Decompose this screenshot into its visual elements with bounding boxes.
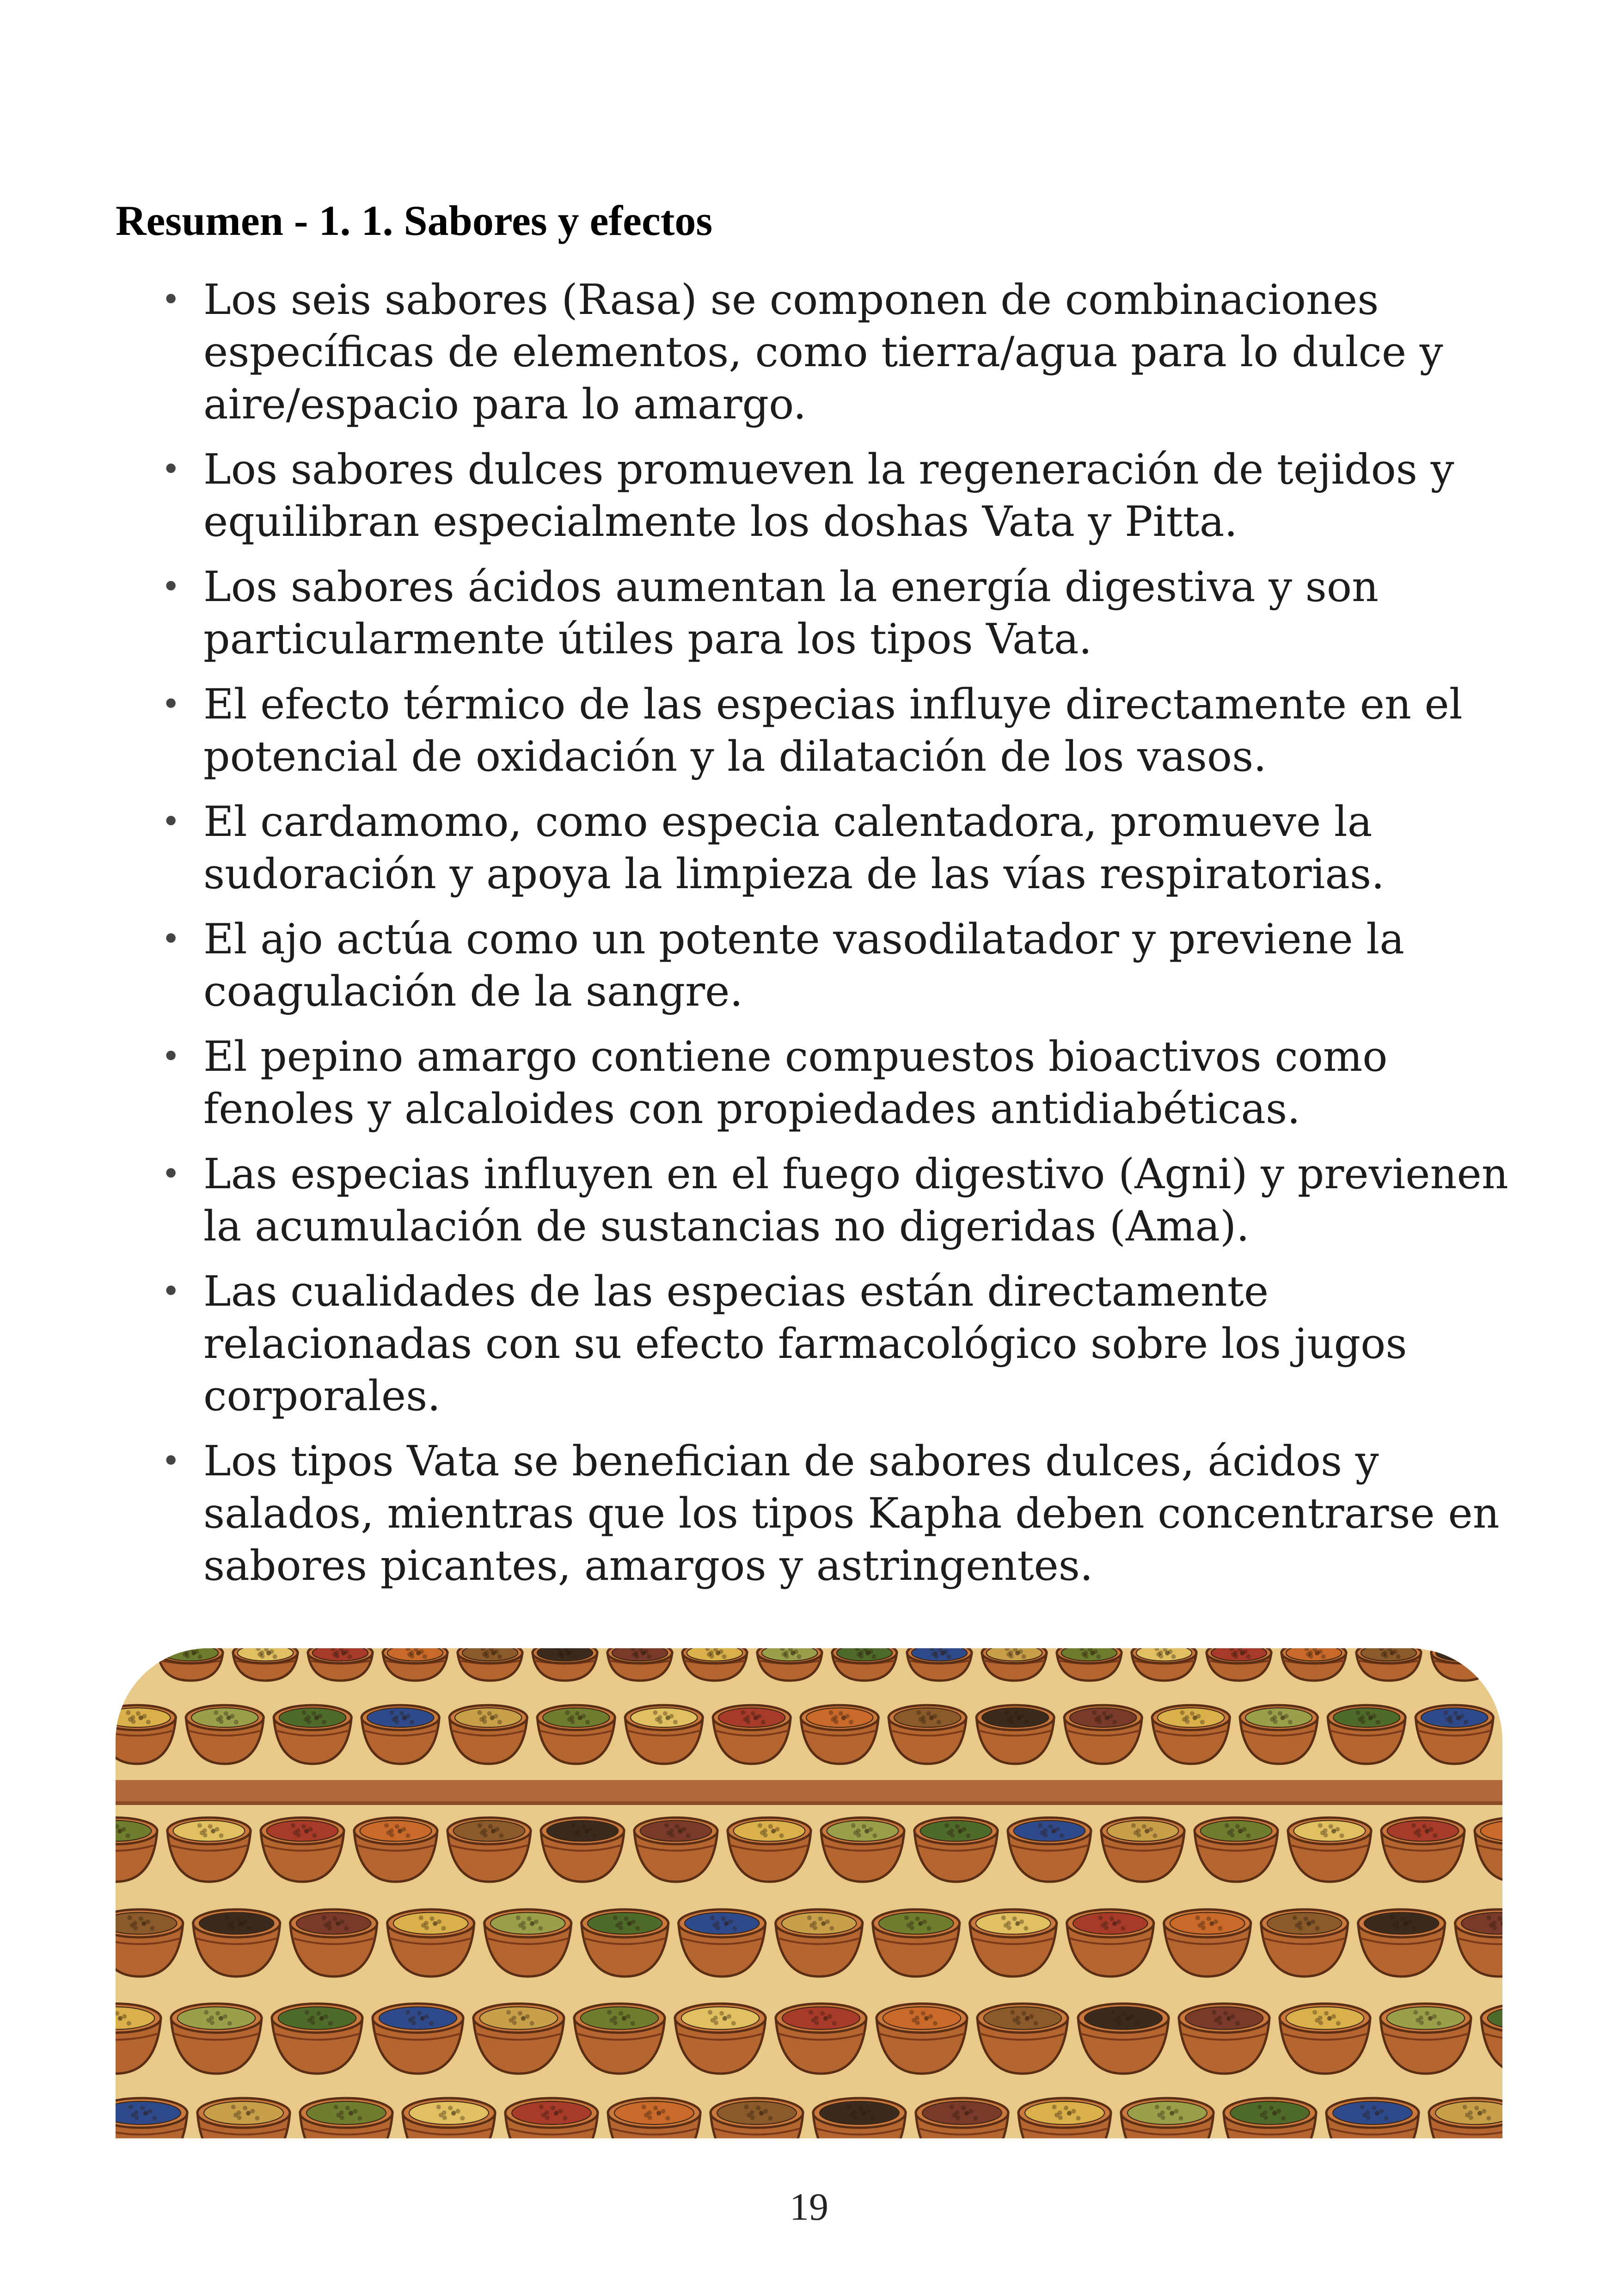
bullet-icon: •	[161, 450, 181, 488]
spice-bowl	[116, 2098, 187, 2138]
bullet-icon: •	[161, 685, 181, 723]
bullet-icon: •	[161, 803, 181, 841]
list-item-text: Las cualidades de las especias están directamente relacionadas con su efecto farmacológico sobre los jugos corporales.	[203, 1267, 1407, 1420]
list-item	[159, 274, 1514, 430]
list-item	[159, 561, 1514, 665]
spice-bowl	[711, 2098, 803, 2138]
bullet-icon: •	[161, 1155, 181, 1193]
spice-bowl	[1326, 2098, 1419, 2138]
spice-bowls-icon	[116, 1648, 1502, 2138]
spice-bowl	[608, 2098, 700, 2138]
list-item-text: Los sabores ácidos aumentan la energía digestiva y son particularmente útiles para los tipos Vata.	[203, 563, 1379, 663]
list-item-text: El pepino amargo contiene compuestos bioactivos como fenoles y alcaloides con propiedades antidiabéticas.	[203, 1032, 1388, 1133]
list-item	[159, 443, 1514, 548]
summary-list	[159, 274, 1514, 1605]
bullet-icon: •	[161, 281, 181, 319]
spice-bowl	[403, 2098, 495, 2138]
spice-bowl	[916, 2098, 1008, 2138]
spice-bowl	[197, 2098, 290, 2138]
list-item	[159, 1148, 1514, 1252]
list-item	[159, 1435, 1514, 1592]
shelf-edge	[116, 1801, 1502, 1805]
list-item	[159, 1031, 1514, 1135]
bullet-icon: •	[161, 568, 181, 606]
list-item-text: Las especias influyen en el fuego digestivo (Agni) y previenen la acumulación de sustancias no digeridas (Ama).	[203, 1150, 1508, 1251]
list-item-text: El ajo actúa como un potente vasodilatador y previene la coagulación de la sangre.	[203, 915, 1404, 1016]
spice-bowl	[505, 2098, 598, 2138]
spice-bowl	[813, 2098, 906, 2138]
spice-bowl	[1018, 2098, 1111, 2138]
bullet-icon: •	[161, 1272, 181, 1310]
list-item-text: El cardamomo, como especia calentadora, promueve la sudoración y apoya la limpieza de las vías respiratorias.	[203, 798, 1385, 898]
list-item-text: El efecto térmico de las especias influye directamente en el potencial de oxidación y la dilatación de los vasos.	[203, 680, 1463, 781]
spice-bowl	[1224, 2098, 1316, 2138]
spice-bowl	[300, 2098, 392, 2138]
list-item-text: Los sabores dulces promueven la regeneración de tejidos y equilibran especialmente los doshas Vata y Pitta.	[203, 445, 1454, 546]
spice-bowls-illustration	[116, 1648, 1502, 2138]
bullet-icon: •	[161, 1442, 181, 1480]
shelf-band	[116, 1780, 1502, 1801]
list-item	[159, 913, 1514, 1018]
bullet-icon: •	[161, 920, 181, 958]
spice-bowl	[1429, 2098, 1502, 2138]
list-item-text: Los seis sabores (Rasa) se componen de combinaciones específicas de elementos, como tierra/agua para lo dulce y aire/espacio para lo amargo.	[203, 276, 1443, 429]
list-item	[159, 1265, 1514, 1422]
list-item	[159, 796, 1514, 900]
list-item-text: Los tipos Vata se benefician de sabores dulces, ácidos y salados, mientras que los tipos Kapha deben concentrarse en sabores picantes, amargos y astringentes.	[203, 1437, 1500, 1590]
bullet-icon: •	[161, 1037, 181, 1075]
list-item	[159, 678, 1514, 783]
spice-bowl	[1121, 2098, 1214, 2138]
page-number: 19	[790, 2185, 828, 2228]
page-heading: Resumen - 1. 1. Sabores y efectos	[116, 197, 713, 244]
